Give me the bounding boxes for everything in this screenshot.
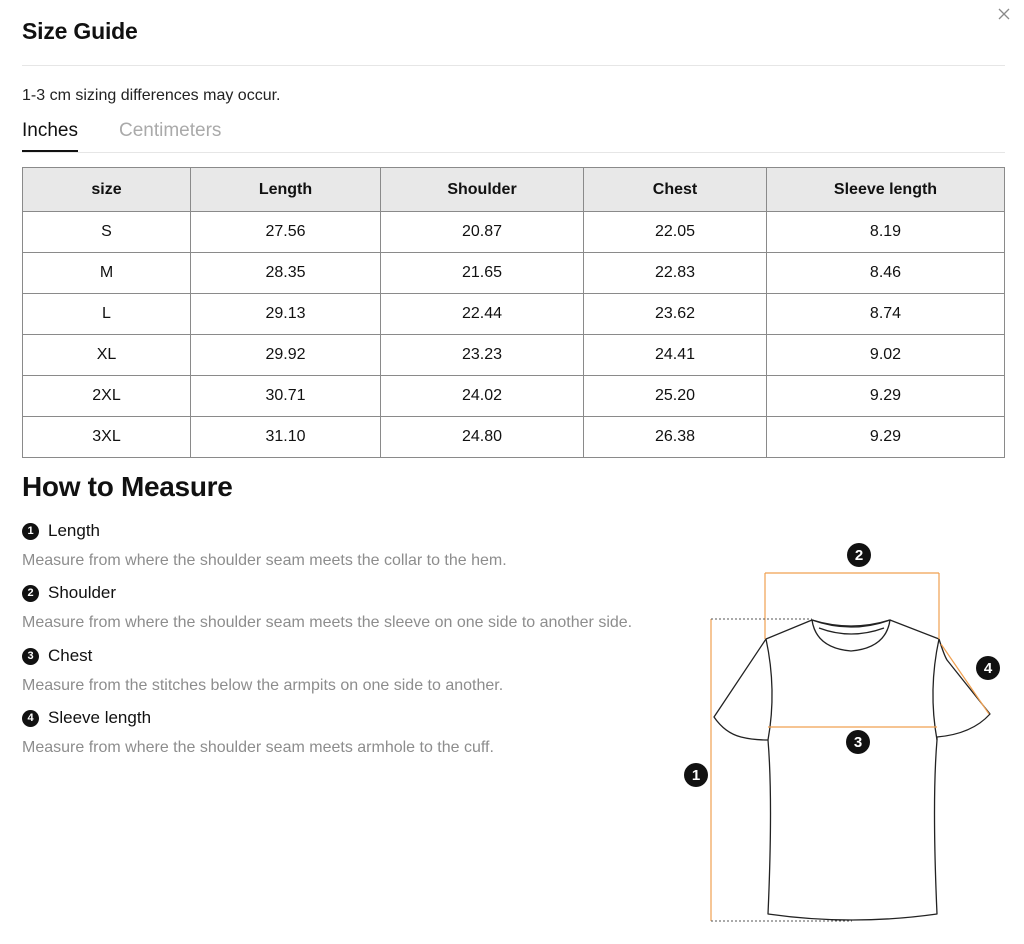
- cell-shoulder: 24.80: [381, 417, 584, 458]
- cell-sleeve-length: 9.29: [767, 376, 1005, 417]
- unit-tabs: [22, 119, 1005, 153]
- table-row: [23, 253, 1005, 294]
- cell-shoulder: 21.65: [381, 253, 584, 294]
- header-sleeve-length: Sleeve length: [767, 168, 1005, 212]
- measure-description: Measure from where the shoulder seam meets the sleeve on one side to another side.: [22, 614, 633, 631]
- header-shoulder: Shoulder: [381, 168, 584, 212]
- cell-shoulder: 20.87: [381, 212, 584, 253]
- cell-chest: 26.38: [584, 417, 767, 458]
- size-table: [22, 167, 1005, 458]
- cell-size: S: [23, 212, 191, 253]
- measure-description: Measure from the stitches below the armpits on one side to another.: [22, 677, 504, 694]
- svg-text:1: 1: [691, 767, 701, 784]
- cell-length: 30.71: [191, 376, 381, 417]
- header-length: Length: [191, 168, 381, 212]
- cell-sleeve-length: 8.74: [767, 294, 1005, 335]
- header-size: size: [23, 168, 191, 212]
- cell-sleeve-length: 9.29: [767, 417, 1005, 458]
- measure-item-chest: [22, 646, 92, 666]
- header-divider: [22, 65, 1005, 66]
- cell-size: 3XL: [23, 417, 191, 458]
- cell-sleeve-length: 9.02: [767, 335, 1005, 376]
- cell-size: 2XL: [23, 376, 191, 417]
- cell-size: L: [23, 294, 191, 335]
- measure-label: Chest: [48, 646, 93, 665]
- cell-sleeve-length: 8.46: [767, 253, 1005, 294]
- measure-item-length: [22, 521, 100, 541]
- measure-description: Measure from where the shoulder seam meets the collar to the hem.: [22, 552, 507, 569]
- cell-size: XL: [23, 335, 191, 376]
- measure-item-shoulder: [22, 583, 116, 603]
- number-badge-3: 3: [22, 648, 39, 665]
- tshirt-diagram: [670, 535, 1010, 935]
- diagram-badge-3: [846, 730, 870, 754]
- cell-chest: 22.05: [584, 212, 767, 253]
- cell-length: 27.56: [191, 212, 381, 253]
- cell-size: M: [23, 253, 191, 294]
- number-badge-4: 4: [22, 710, 39, 727]
- cell-length: 31.10: [191, 417, 381, 458]
- number-badge-1: 1: [22, 523, 39, 540]
- how-to-measure-title: How to Measure: [22, 471, 233, 502]
- modal-title: Size Guide: [22, 18, 138, 44]
- number-badge-2: 2: [22, 585, 39, 602]
- measure-label: Sleeve length: [48, 708, 152, 727]
- table-row: [23, 212, 1005, 253]
- cell-chest: 25.20: [584, 376, 767, 417]
- svg-text:4: 4: [983, 660, 993, 677]
- table-row: [23, 335, 1005, 376]
- diagram-badge-4: [976, 656, 1000, 680]
- cell-chest: 23.62: [584, 294, 767, 335]
- cell-sleeve-length: 8.19: [767, 212, 1005, 253]
- sizing-note: 1-3 cm sizing differences may occur.: [22, 87, 281, 104]
- table-row: [23, 417, 1005, 458]
- close-button[interactable]: [994, 4, 1014, 24]
- tab-inches[interactable]: Inches: [22, 119, 78, 152]
- cell-length: 29.13: [191, 294, 381, 335]
- table-row: [23, 376, 1005, 417]
- tshirt-body-outline: [714, 620, 990, 920]
- diagram-badge-1: [684, 763, 708, 787]
- svg-text:2: 2: [854, 547, 864, 564]
- close-icon: [998, 8, 1010, 20]
- measure-item-sleeve-length: [22, 708, 151, 728]
- cell-chest: 22.83: [584, 253, 767, 294]
- cell-shoulder: 24.02: [381, 376, 584, 417]
- header-chest: Chest: [584, 168, 767, 212]
- cell-shoulder: 23.23: [381, 335, 584, 376]
- measure-description: Measure from where the shoulder seam meets armhole to the cuff.: [22, 739, 494, 756]
- table-header-row: [23, 168, 1005, 212]
- measure-label: Shoulder: [48, 583, 117, 602]
- measure-label: Length: [48, 521, 100, 540]
- cell-length: 28.35: [191, 253, 381, 294]
- cell-length: 29.92: [191, 335, 381, 376]
- tab-centimeters[interactable]: Centimeters: [119, 120, 222, 141]
- table-row: [23, 294, 1005, 335]
- cell-shoulder: 22.44: [381, 294, 584, 335]
- cell-chest: 24.41: [584, 335, 767, 376]
- svg-text:3: 3: [853, 734, 863, 751]
- diagram-badge-2: [847, 543, 871, 567]
